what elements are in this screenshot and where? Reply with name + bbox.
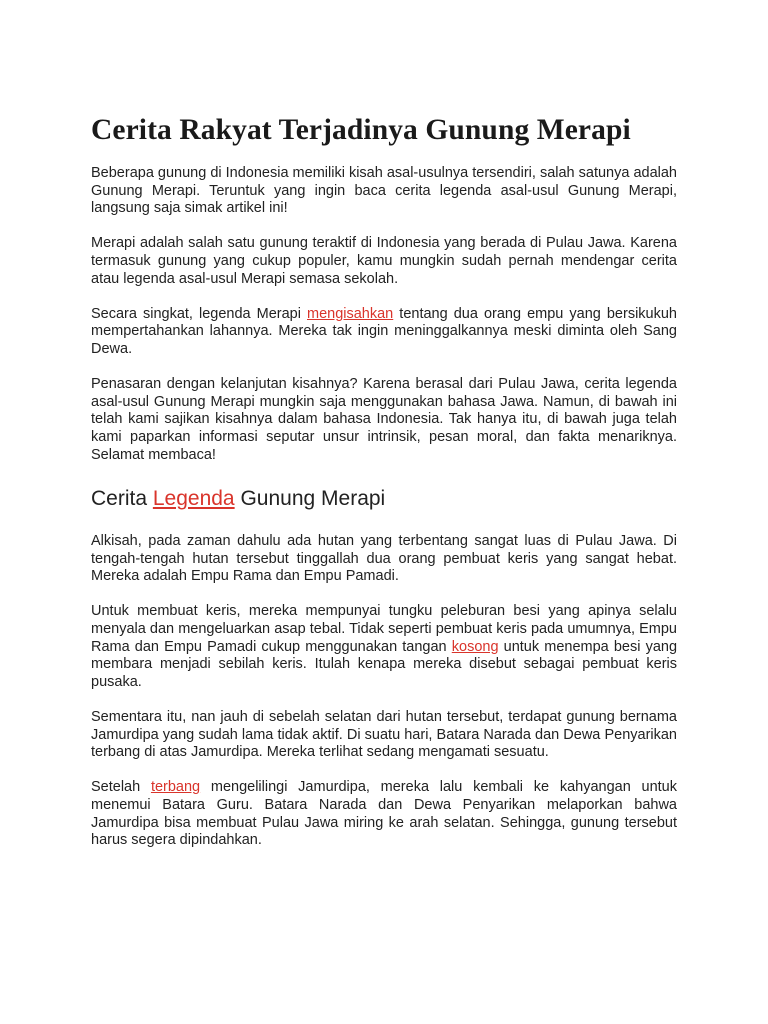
story-paragraph-4 [91, 779, 677, 849]
heading-text-before: Cerita [91, 487, 153, 511]
story-p2-text-before: Untuk membuat keris, mereka mempunyai tungku peleburan besi yang apinya selalu menyala dan mengeluarkan asap tebal. Tidak seperti pembuat keris pada umumnya, Empu Rama dan Empu Pamadi cukup menggunakan tangan [91, 603, 677, 655]
story-paragraph-3: Sementara itu, nan jauh di sebelah selatan dari hutan tersebut, terdapat gunung bernama Jamurdipa yang sudah lama tidak aktif. Di suatu hari, Batara Narada dan Dewa Penyarikan terbang di atas Jamurdipa. Mereka terlihat sedang mengamati sesuatu. [91, 709, 677, 761]
intro-p3-text-before: Secara singkat, legenda Merapi [91, 305, 307, 322]
intro-paragraph-2: Merapi adalah salah satu gunung teraktif di Indonesia yang berada di Pulau Jawa. Karena termasuk gunung yang cukup populer, kamu mungkin sudah pernah mendengar cerita atau legenda asal-usul Merapi semasa sekolah. [91, 235, 677, 287]
story-p4-text-after: mengelilingi Jamurdipa, mereka lalu kembali ke kahyangan untuk menemui Batara Guru. Batara Narada dan Dewa Penyarikan melaporkan bahwa Jamurdipa bisa membuat Pulau Jawa miring ke arah selatan. Sehingga, gunung tersebut harus segera dipindahkan. [91, 779, 677, 849]
intro-paragraph-1: Beberapa gunung di Indonesia memiliki kisah asal-usulnya tersendiri, salah satunya adalah Gunung Merapi. Teruntuk yang ingin baca cerita legenda asal-usul Gunung Merapi, langsung saja simak artikel ini! [91, 165, 677, 217]
story-paragraph-1: Alkisah, pada zaman dahulu ada hutan yang terbentang sangat luas di Pulau Jawa. Di tengah-tengah hutan tersebut tinggallah dua orang pembuat keris yang sangat hebat. Mereka adalah Empu Rama dan Empu Pamadi. [91, 533, 677, 585]
story-paragraph-2 [91, 603, 677, 691]
heading-text-after: Gunung Merapi [234, 487, 386, 511]
intro-paragraph-3 [91, 306, 677, 359]
link-legenda[interactable]: Legenda [152, 487, 235, 511]
article-title: Cerita Rakyat Terjadinya Gunung Merapi [91, 114, 631, 146]
link-mengisahkan[interactable]: mengisahkan [307, 305, 394, 322]
section-heading [91, 486, 677, 512]
link-terbang[interactable]: terbang [150, 779, 201, 796]
intro-p3-text-after: tentang dua orang empu yang bersikukuh mempertahankan lahannya. Mereka tak ingin meninggalkannya meski diminta oleh Sang Dewa. [91, 305, 677, 357]
article-body [91, 112, 677, 850]
story-p2-text-after: untuk menempa besi yang membara menjadi sebilah keris. Itulah kenapa mereka disebut sebagai pembuat keris pusaka. [91, 638, 678, 690]
link-kosong[interactable]: kosong [451, 638, 499, 655]
intro-paragraph-4: Penasaran dengan kelanjutan kisahnya? Karena berasal dari Pulau Jawa, cerita legenda asal-usul Gunung Merapi mungkin saja menggunakan bahasa Jawa. Namun, di bawah ini telah kami sajikan kisahnya dalam bahasa Indonesia. Tak hanya itu, di bawah juga telah kami paparkan informasi seputar unsur intrinsik, pesan moral, dan fakta menariknya. Selamat membaca! [91, 376, 677, 463]
story-p4-text-before: Setelah [91, 779, 151, 796]
